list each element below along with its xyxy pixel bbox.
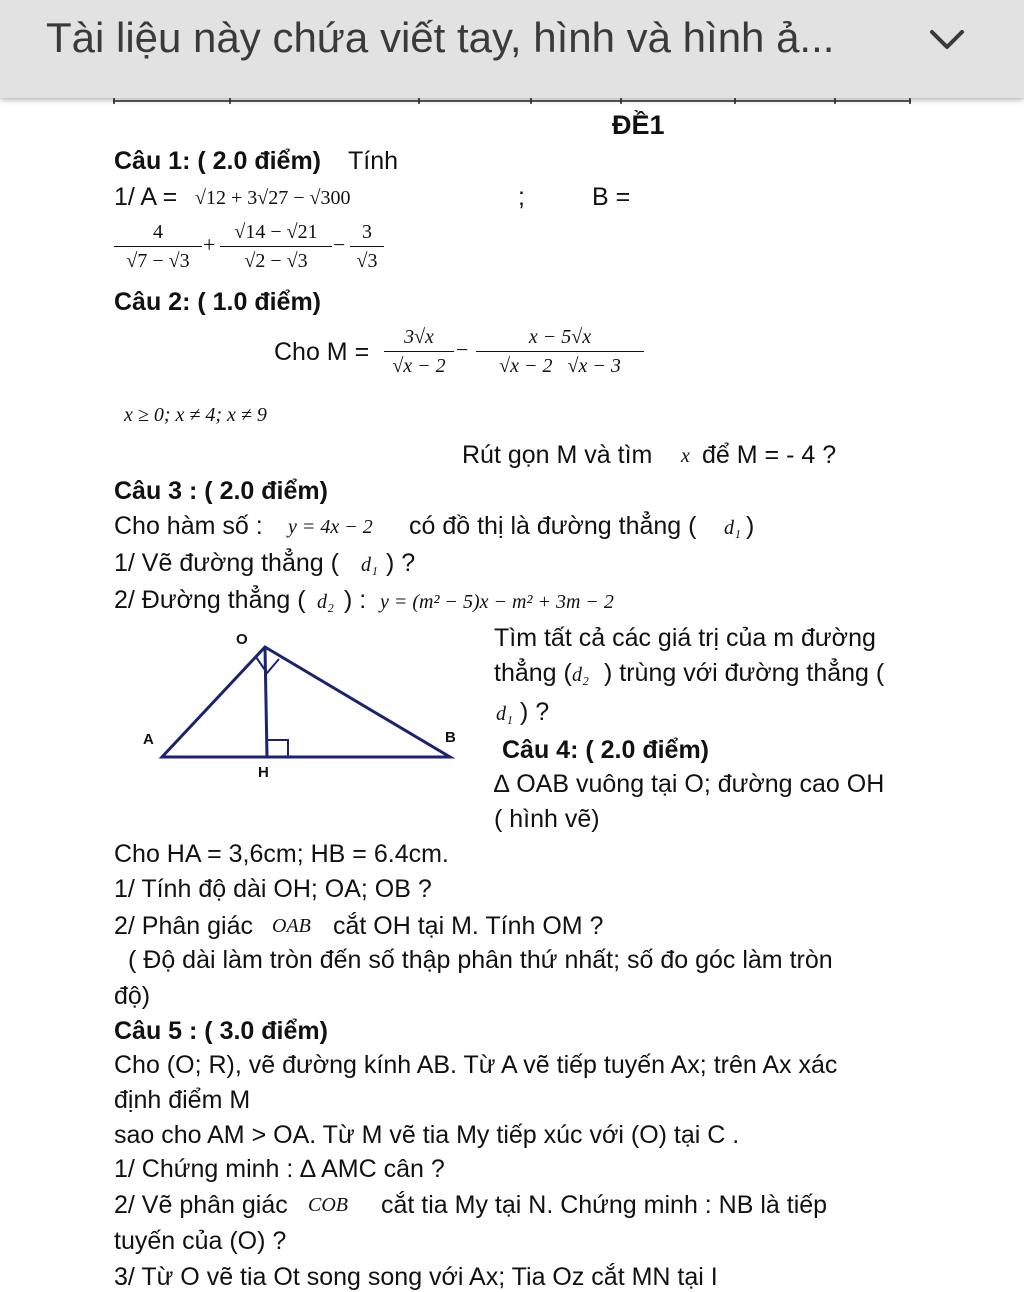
- q5-line1: Cho (O; R), vẽ đường kính AB. Từ A vẽ tiếp tuyến Ax; trên Ax xác: [114, 1051, 838, 1079]
- q4-line3: Cho HA = 3,6cm; HB = 6.4cm.: [114, 840, 449, 868]
- minus-sign: −: [456, 337, 469, 362]
- q1-title: Câu 1: ( 2.0 điểm): [114, 147, 321, 175]
- q3-line1-text: Cho hàm số :: [114, 512, 263, 540]
- q1-b-fraction-3: $\frac{3}{√3}$: [350, 220, 384, 273]
- q1-separator: ;: [518, 183, 525, 211]
- q5-line4: 1/ Chứng minh : ∆ AMC cân ?: [114, 1155, 445, 1183]
- q1-a-prefix: 1/ A =: [114, 183, 178, 211]
- q3-line2-d1: d₁: [361, 554, 378, 576]
- q3-title: Câu 3 : ( 2.0 điểm): [114, 477, 328, 505]
- q4-line1: ∆ OAB vuông tại O; đường cao OH: [494, 770, 885, 798]
- q2-task-variable: x: [681, 445, 690, 467]
- exam-heading: ĐỀ1: [612, 110, 665, 140]
- q2-fraction-2: $\frac{x - 5√x}{√x - 2 √x - 3}$: [476, 325, 644, 378]
- label-a: A: [143, 731, 154, 748]
- q2-fraction-1: $\frac{3√x}{√x - 2}$: [384, 325, 454, 378]
- q2-task-end: để M = - 4 ?: [702, 441, 837, 469]
- minus-sign: −: [333, 232, 346, 257]
- altitude-oh: [265, 647, 267, 757]
- q5-title: Câu 5 : ( 3.0 điểm): [114, 1017, 328, 1045]
- q4-angle-oab: OAB: [272, 915, 311, 937]
- q2-task-text: Rút gọn M và tìm: [462, 441, 653, 469]
- table-border-line: [113, 98, 911, 104]
- q3-line3-colon: ) :: [344, 586, 367, 614]
- q4-line7: độ): [114, 982, 151, 1010]
- right-angle-h: [267, 740, 288, 757]
- q3-line3-function: y = (m² − 5)x − m² + 3m − 2: [380, 591, 614, 613]
- q5-line6: tuyến của (O) ?: [114, 1227, 287, 1255]
- q1-a-expression: √12 + 3√27 − √300: [195, 187, 351, 209]
- q5-line7: 3/ Từ O vẽ tia Ot song song với Ax; Tia Oz cắt MN tại I: [114, 1263, 718, 1291]
- triangle-oab: [162, 647, 450, 757]
- q3-line1-close: ): [746, 512, 755, 540]
- label-o: O: [236, 631, 248, 648]
- q3-line1-d1: d₁: [724, 517, 741, 539]
- chevron-down-icon[interactable]: [926, 22, 968, 58]
- q3-right-line3-end: ) ?: [520, 698, 550, 726]
- plus-sign: +: [203, 232, 216, 257]
- q2-condition: x ≥ 0; x ≠ 4; x ≠ 9: [124, 404, 267, 426]
- q5-line2: định điểm M: [114, 1086, 251, 1114]
- q3-line2-text: 1/ Vẽ đường thẳng (: [114, 549, 339, 577]
- q3-line3-text: 2/ Đường thẳng (: [114, 586, 306, 614]
- q1-b-prefix: B =: [592, 183, 631, 211]
- q1-b-fraction-2: $\frac{√14 - √21}{√2 - √3}$: [220, 220, 332, 273]
- q3-right-line1: Tìm tất cả các giá trị của m đường: [494, 624, 876, 652]
- q3-right-line2-end: ) trùng với đường thẳng (: [604, 659, 885, 687]
- q1-task: Tính: [348, 147, 399, 175]
- label-h: H: [258, 764, 269, 781]
- document-header-bar[interactable]: [0, 0, 1024, 98]
- q3-line3-d2: d₂: [317, 591, 334, 613]
- q4-line5-end: cắt OH tại M. Tính OM ?: [333, 912, 604, 940]
- q3-right-line2-text: thẳng (: [494, 659, 572, 687]
- q3-line2-end: ) ?: [386, 549, 416, 577]
- q5-line5-text: 2/ Vẽ phân giác: [114, 1191, 288, 1219]
- q3-line1-text2: có đồ thị là đường thẳng (: [409, 512, 697, 540]
- q5-line5-end: cắt tia My tại N. Chứng minh : NB là tiếp: [381, 1191, 828, 1219]
- q5-line3: sao cho AM > OA. Từ M vẽ tia My tiếp xúc với (O) tại C .: [114, 1121, 740, 1149]
- q4-line5-text: 2/ Phân giác: [114, 912, 253, 940]
- document-title: Tài liệu này chứa viết tay, hình và hình ả...: [46, 14, 835, 61]
- right-angle-o: [256, 657, 279, 673]
- q4-line6: ( Độ dài làm tròn đến số thập phân thứ nhất; số đo góc làm tròn: [128, 946, 833, 974]
- q3-right-line2-d2: d₂: [572, 664, 589, 686]
- q2-cho-m: Cho M =: [274, 338, 370, 366]
- q4-line2: ( hình vẽ): [494, 805, 600, 833]
- q4-title: Câu 4: ( 2.0 điểm): [502, 736, 709, 764]
- q5-angle-cob: COB: [308, 1194, 348, 1216]
- triangle-figure: [130, 620, 480, 790]
- q2-title: Câu 2: ( 1.0 điểm): [114, 288, 321, 316]
- q3-line1-function: y = 4x − 2: [288, 516, 373, 538]
- q1-b-fraction-1: $\frac{4}{√7 - √3}$: [114, 220, 202, 273]
- q4-line4: 1/ Tính độ dài OH; OA; OB ?: [114, 875, 432, 903]
- label-b: B: [445, 729, 456, 746]
- q3-right-line3-d1: d₁: [496, 703, 513, 725]
